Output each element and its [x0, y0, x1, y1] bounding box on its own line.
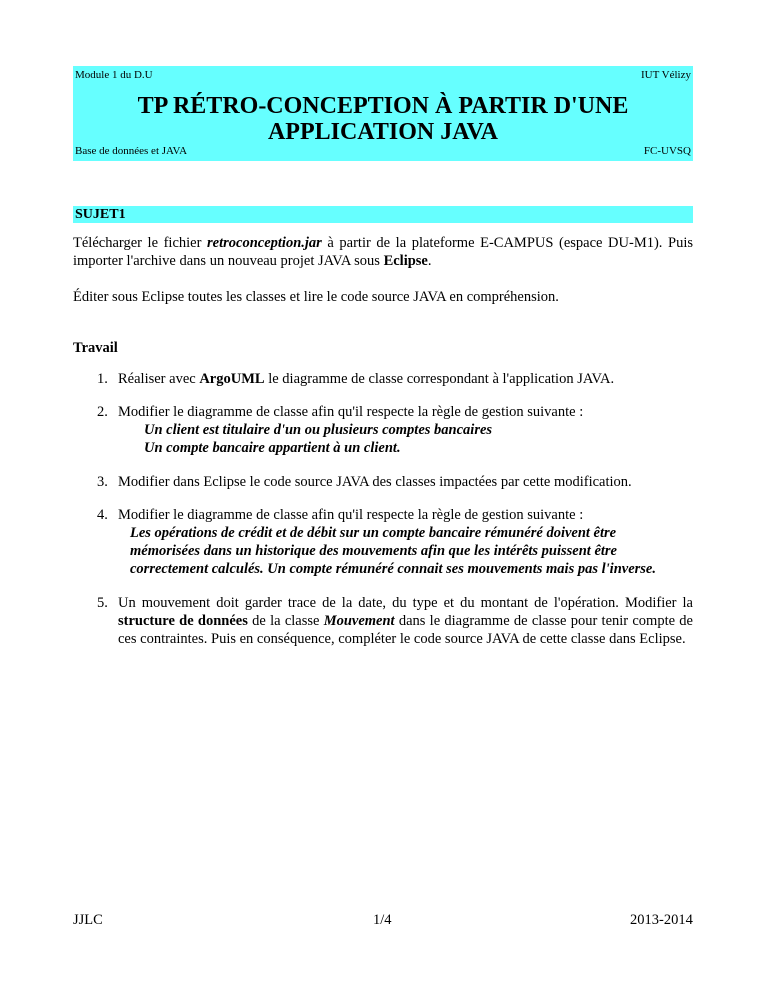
- item-number: 3.: [97, 474, 108, 490]
- intro-text-c: .: [427, 253, 432, 269]
- intro-paragraph-1: [73, 234, 693, 270]
- list-item-3: [97, 473, 693, 491]
- rule-line: Un client est titulaire d'un ou plusieurs comptes bancaires: [144, 422, 493, 438]
- rule-line: mémorisées dans un historique des mouvements afin que les intérêts puissent être: [130, 543, 617, 559]
- title-line-2: APPLICATION JAVA: [267, 119, 499, 145]
- intro-paragraph-2: Éditer sous Eclipse toutes les classes et lire le code source JAVA en compréhension.: [73, 289, 559, 305]
- item-text: dans le diagramme de classe pour tenir compte de ces contraintes. Puis en conséquence, compléter le code source JAVA de cette classe dans Eclipse.: [118, 613, 693, 647]
- structure-term: structure de données: [118, 613, 248, 629]
- section-title: SUJET1: [75, 207, 126, 222]
- course-label: Base de données et JAVA: [75, 145, 188, 157]
- item-text: Réaliser avec: [118, 371, 200, 387]
- item-text: Modifier le diagramme de classe afin qu'il respecte la règle de gestion suivante :: [118, 507, 584, 523]
- list-item-4: [97, 506, 693, 578]
- footer-author: JJLC: [73, 912, 103, 928]
- item-text: de la classe: [247, 613, 324, 629]
- header-banner: [73, 66, 693, 161]
- list-item-2: [97, 403, 693, 457]
- class-name: Mouvement: [323, 613, 395, 629]
- intro-text-a: Télécharger le fichier: [73, 235, 208, 251]
- item-number: 2.: [97, 404, 108, 420]
- item-number: 4.: [97, 507, 108, 523]
- list-item-1: [97, 370, 693, 388]
- module-label: Module 1 du D.U: [75, 69, 153, 81]
- file-name: retroconception.jar: [207, 235, 322, 251]
- footer-year: 2013-2014: [630, 912, 693, 928]
- item-text: le diagramme de classe correspondant à l'application JAVA.: [264, 371, 615, 387]
- rule-line: correctement calculés. Un compte rémunéré connait ses mouvements mais pas l'inverse.: [130, 561, 656, 577]
- item-text: Modifier dans Eclipse le code source JAVA des classes impactées par cette modification.: [118, 474, 632, 490]
- section-banner: [73, 206, 693, 223]
- intro-text-b: à partir de la plateforme E-CAMPUS (espace DU-M1). Puis importer l'archive dans un nouveau projet JAVA sous: [73, 235, 693, 269]
- page-title: [73, 93, 693, 145]
- item-number: 1.: [97, 371, 108, 387]
- rule-line: Un compte bancaire appartient à un client.: [144, 440, 401, 456]
- item-number: 5.: [97, 595, 108, 611]
- organization-label: FC-UVSQ: [643, 145, 691, 157]
- item-text: Modifier le diagramme de classe afin qu'il respecte la règle de gestion suivante :: [118, 404, 584, 420]
- argouml-term: ArgoUML: [199, 371, 265, 387]
- title-line-1: TP RÉTRO-CONCEPTION À PARTIR D'UNE: [137, 93, 629, 119]
- rule-line: Les opérations de crédit et de débit sur un compte bancaire rémunéré doivent être: [130, 525, 617, 541]
- page-number: 1/4: [373, 912, 392, 928]
- item-text: Un mouvement doit garder trace de la date, du type et du montant de l'opération. Modifier la: [118, 595, 693, 611]
- eclipse-term: Eclipse: [383, 253, 428, 269]
- institution-label: IUT Vélizy: [641, 69, 691, 81]
- travail-heading: Travail: [73, 340, 118, 356]
- list-item-5: [97, 594, 693, 648]
